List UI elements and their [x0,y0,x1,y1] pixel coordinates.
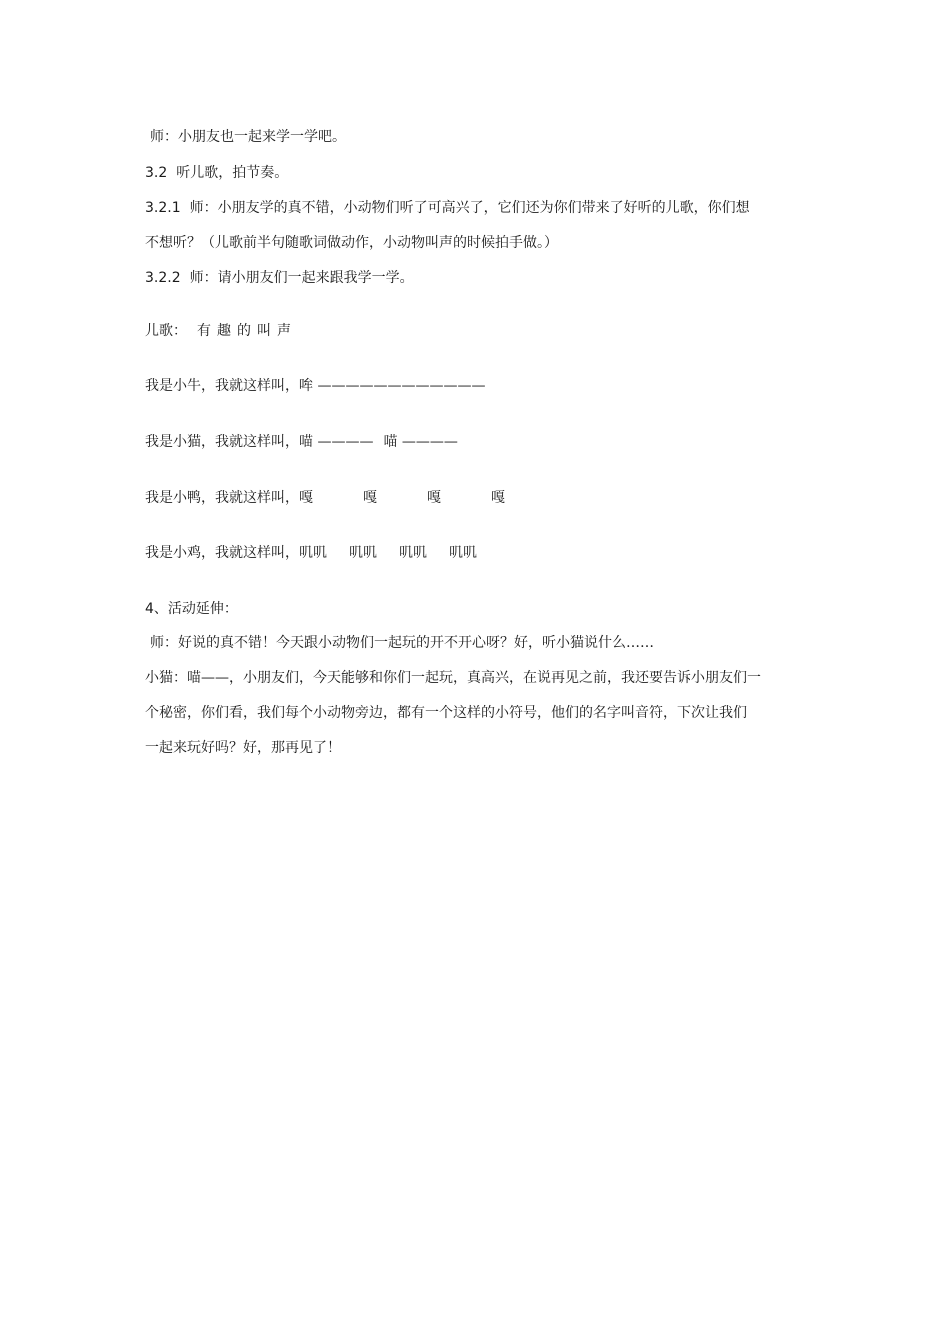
song-verse-chick [145,543,477,563]
cat-text: 个秘密，你们看，我们每个小动物旁边，都有一个这样的小符号，他们的名字叫音符，下次让我们 [145,705,747,721]
song-verse-duck [145,488,505,508]
verse-sound: 喵 ———— [383,434,458,450]
verse-sound: 叽叽 [399,545,427,561]
song-title: 有趣的叫声 [197,323,297,339]
verse-sound: 嘎 [427,490,441,506]
verse-sound: 喵 ———— [299,434,374,450]
verse-sound: 叽叽 [349,545,377,561]
verse-sound: 嘎 [299,490,313,506]
section-text: 师：小朋友学的真不错，小动物们听了可高兴了，它们还为你们带来了好听的儿歌，你们想 [189,200,750,216]
section-text: 听儿歌，拍节奏。 [176,165,289,181]
verse-intro: 我是小猫，我就这样叫， [145,434,299,450]
song-title-line [145,321,297,341]
verse-intro: 我是小鸭，我就这样叫， [145,490,299,506]
section-3-2-1-line-1 [145,198,750,218]
section-3-2-2-heading [145,268,414,288]
section-number: 3.2.1 [145,200,181,216]
section-number: 3.2 [145,165,168,181]
section-text: 不想听？（儿歌前半句随歌词做动作，小动物叫声的时候拍手做。） [145,235,558,251]
verse-intro: 我是小鸡，我就这样叫， [145,545,299,561]
song-verse-cat [145,432,458,452]
section-3-2-heading [145,163,288,183]
intro-text: 师：小朋友也一起来学一学吧。 [150,129,346,145]
verse-sound: 叽叽 [299,545,327,561]
teacher-text: 师：好说的真不错！今天跟小动物们一起玩的开不开心呀？好，听小猫说什么…… [150,635,654,651]
section-title: 、活动延伸： [153,601,238,617]
section-4-teacher-line [150,633,654,653]
verse-sound: 叽叽 [449,545,477,561]
verse-sound: 嘎 [363,490,377,506]
section-4-cat-line-1 [145,668,761,688]
cat-text: 小猫：喵——，小朋友们，今天能够和你们一起玩，真高兴，在说再见之前，我还要告诉小朋友们一 [145,670,761,686]
section-3-2-1-line-2 [145,233,558,253]
section-4-cat-line-3 [145,738,341,758]
song-verse-cow [145,376,485,396]
song-label: 儿歌： [145,323,187,339]
intro-line [150,127,346,147]
section-number: 3.2.2 [145,270,181,286]
verse-sound: 哞 ———————————— [299,378,486,394]
cat-text: 一起来玩好吗？好，那再见了！ [145,740,341,756]
section-4-cat-line-2 [145,703,747,723]
section-text: 师：请小朋友们一起来跟我学一学。 [189,270,414,286]
section-number: 4 [145,601,154,617]
section-4-heading [145,599,238,619]
verse-sound: 嘎 [491,490,505,506]
verse-intro: 我是小牛，我就这样叫， [145,378,299,394]
